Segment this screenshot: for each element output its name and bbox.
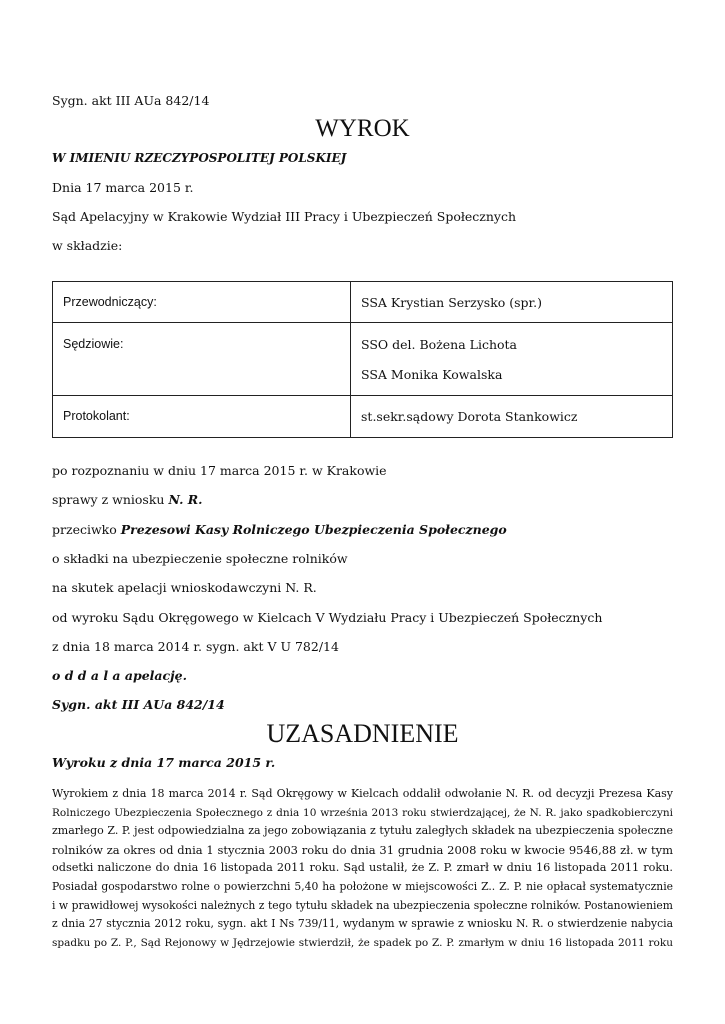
verdict-line-7: z dnia 18 marca 2014 r. sygn. akt V U 782/14 <box>52 639 339 654</box>
justification-subtitle: Wyroku z dnia 17 marca 2015 r. <box>52 755 276 770</box>
verdict-line-5: na skutek apelacji wnioskodawczyni N. R. <box>52 580 317 595</box>
paragraph-line: rolników za okres od dnia 1 stycznia 2003 roku do dnia 31 grudnia 2008 roku w kwocie 9546,88 zł. w tym <box>52 842 673 857</box>
court-name: Sąd Apelacyjny w Krakowie Wydział III Pracy i Ubezpieczeń Społecznych <box>52 209 517 224</box>
judge-2: SSA Monika Kowalska <box>361 367 503 382</box>
verdict-line-1: po rozpoznaniu w dniu 17 marca 2015 r. w Krakowie <box>52 463 387 478</box>
verdict-line-6: od wyroku Sądu Okręgowego w Kielcach V Wydziału Pracy i Ubezpieczeń Społecznych <box>52 610 603 625</box>
paragraph-line: Rolniczego Ubezpieczenia Społecznego z dnia 10 września 2013 roku stwierdzającej, że N. R. jako spadkobierczyni <box>52 806 673 819</box>
paragraph-line: odsetki naliczone do dnia 16 listopada 2011 roku. Sąd ustalił, że Z. P. zmarł w dniu 16 listopada 2011 roku. <box>52 861 673 875</box>
judgment-date: Dnia 17 marca 2015 r. <box>52 180 194 195</box>
court-composition-table <box>52 281 673 438</box>
presiding-value: SSA Krystian Serzysko (spr.) <box>351 282 673 323</box>
table-row <box>53 282 673 323</box>
verdict-line-4: o składki na ubezpieczenie społeczne rolników <box>52 551 348 566</box>
paragraph-line: spadku po Z. P., Sąd Rejonowy w Jędrzejowie stwierdził, że spadek po Z. P. zmarłym w dniu 16 listopada 2011 roku <box>52 936 673 949</box>
paragraph-line: zmarłego Z. P. jest odpowiedzialna za jego zobowiązania z tytułu zaległych składek na ubezpieczenia społeczne <box>52 824 673 838</box>
verdict-line-3-prefix: przeciwko <box>52 522 121 537</box>
verdict-line-2 <box>52 492 203 507</box>
paragraph-line: Posiadał gospodarstwo rolne o powierzchni 5,40 ha położone w miejscowości Z.. Z. P. nie opłacał systematycznie <box>52 879 673 893</box>
verdict-line-2-prefix: sprawy z wniosku <box>52 492 169 507</box>
paragraph-line: Wyrokiem z dnia 18 marca 2014 r. Sąd Okręgowy w Kielcach oddalił odwołanie N. R. od decyzji Prezesa Kasy <box>52 787 673 800</box>
invocation-heading: W IMIENIU RZECZYPOSPOLITEJ POLSKIEJ <box>52 151 347 165</box>
presiding-label: Przewodniczący: <box>53 282 351 323</box>
table-row <box>53 323 673 396</box>
applicant-name: N. R. <box>168 492 203 507</box>
judges-cell <box>351 323 673 396</box>
case-signature-repeat: Sygn. akt III AUa 842/14 <box>52 697 225 712</box>
judge-1: SSO del. Bożena Lichota <box>361 337 517 352</box>
table-row <box>53 396 673 438</box>
justification-paragraph <box>52 785 673 952</box>
respondent-name: Prezesowi Kasy Rolniczego Ubezpieczenia Społecznego <box>120 522 507 537</box>
composition-intro: w składzie: <box>52 238 123 253</box>
paragraph-line: i w prawidłowej wysokości należnych z tego tytułu składek na ubezpieczenia społeczne rolników. Postanowieniem <box>52 898 673 912</box>
justification-title: UZASADNIENIE <box>266 719 459 748</box>
ruling: o d d a l a apelację. <box>52 668 187 683</box>
paragraph-line: z dnia 27 stycznia 2012 roku, sygn. akt I Ns 739/11, wydanym w sprawie z wniosku N. R. o stwierdzenie nabycia <box>52 917 673 931</box>
verdict-line-3 <box>52 522 507 537</box>
clerk-label: Protokolant: <box>53 396 351 438</box>
judgment-title: WYROK <box>315 115 410 142</box>
clerk-value: st.sekr.sądowy Dorota Stankowicz <box>351 396 673 438</box>
judges-label: Sędziowie: <box>53 323 351 396</box>
case-signature: Sygn. akt III AUa 842/14 <box>52 93 210 108</box>
